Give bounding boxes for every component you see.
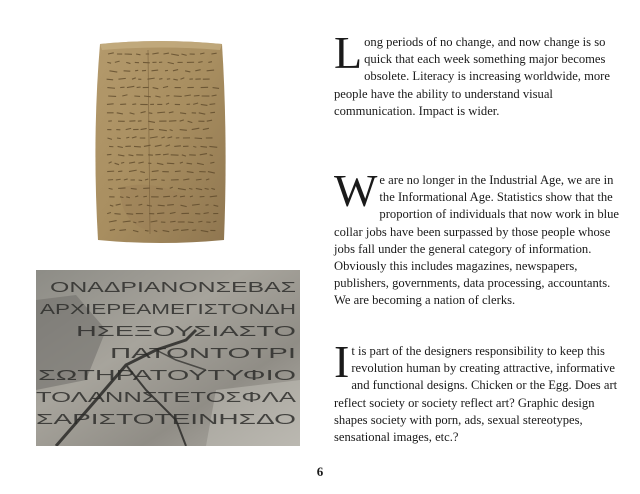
inscription-line: ΟΝΑΔΡΙΑΝΟΝΣΕΒΑΣ (50, 279, 296, 296)
cuneiform-wedge (198, 221, 202, 222)
cuneiform-wedge (195, 138, 202, 139)
inscription-line: ΠΑΤΟΝΤΟΤΡΙ (110, 345, 296, 362)
cuneiform-tablet-image (90, 38, 230, 246)
cuneiform-wedge (180, 196, 185, 197)
cuneiform-wedge (175, 171, 181, 172)
greek-inscription-image (36, 270, 300, 446)
dropcap-2: W (334, 165, 378, 216)
cuneiform-wedge (134, 146, 141, 147)
cuneiform-wedge (156, 188, 163, 189)
cuneiform-wedge (149, 113, 153, 114)
cuneiform-wedge (145, 230, 149, 231)
cuneiform-wedge (119, 230, 126, 231)
cuneiform-wedge (187, 163, 193, 164)
cuneiform-wedge (167, 205, 174, 206)
cuneiform-wedge (107, 79, 114, 80)
cuneiform-wedge (120, 197, 123, 198)
cuneiform-wedge (163, 154, 169, 155)
cuneiform-wedge (151, 179, 157, 180)
cuneiform-wedge (139, 180, 143, 181)
cuneiform-wedge (196, 179, 202, 180)
inscription-line: ΣΩΤΗΡΑΤΟΥΤΥΦΙΟ (38, 367, 296, 384)
cuneiform-wedge (174, 146, 181, 147)
cuneiform-wedge (117, 138, 121, 139)
inscription-line: ΑΡΧΙΕΡΕΑΜΕΓΙΣΤΟΝΔΗ (40, 301, 296, 318)
paragraph-3-text: t is part of the designers responsibility to keep this revolution human by creating attractive, informative and functional designs. Chicken or the Egg. Does art reflect society or society reflect art? Graphic design shapes society with porn, ads, sexual stereotypes, sensational images, etc.? (334, 344, 618, 445)
inscription-line: ΣΑΡΙΣΤΟΤΕΙΝΗΣΔΟ (36, 411, 296, 428)
cuneiform-wedge (188, 222, 194, 223)
paragraph-2 (334, 165, 620, 310)
cuneiform-wedge (135, 70, 138, 71)
cuneiform-wedge (180, 130, 187, 131)
page-number: 6 (316, 464, 324, 479)
cuneiform-wedge (170, 221, 175, 222)
dropcap-3: I (334, 336, 350, 387)
cuneiform-wedge (192, 230, 196, 231)
paragraph-1-text: ong periods of no change, and now change is so quick that each week something major becomes obsolete. Literacy is increasing worldwide, more people have the ability to understand visual communication. Impact is wider. (334, 35, 610, 118)
cuneiform-wedge (131, 188, 137, 189)
cuneiform-wedge (158, 205, 165, 206)
cuneiform-wedge (210, 104, 216, 105)
cuneiform-wedge (194, 95, 200, 96)
cuneiform-wedge (152, 70, 159, 71)
cuneiform-wedge (107, 104, 114, 105)
cuneiform-wedge (143, 196, 147, 197)
cuneiform-wedge (127, 214, 134, 215)
cuneiform-wedge (138, 221, 143, 222)
paragraph-2-text: e are no longer in the Industrial Age, we are in the Informational Age. Statistics show that the proportion of individuals that now work in blue collar jobs have been surpassed by those people whose jobs fall under the general category of information. Obviously this includes magazines, newspapers, publishers, governments, data processing, accountants. We are becoming a nation of clerks. (334, 173, 620, 308)
cuneiform-wedge (198, 62, 202, 63)
cuneiform-wedge (210, 155, 213, 156)
cuneiform-wedge (207, 70, 214, 71)
cuneiform-wedge (126, 137, 129, 138)
inscription-line: ΤΟΛΑΝΝΣΤΕΤΟΣΦΛΑ (36, 389, 296, 406)
cuneiform-wedge (157, 213, 164, 214)
cuneiform-wedge (107, 88, 115, 89)
cuneiform-wedge (208, 62, 212, 63)
cuneiform-wedge (116, 179, 121, 180)
dropcap-1: L (334, 27, 363, 78)
paragraph-1 (334, 27, 620, 120)
cuneiform-wedge (157, 112, 165, 113)
paragraph-3 (334, 336, 620, 446)
cuneiform-wedge (159, 79, 162, 80)
cuneiform-wedge (118, 171, 122, 172)
cuneiform-wedge (114, 214, 120, 215)
cuneiform-wedge (137, 87, 141, 88)
inscription-line: ΗΣΕΞΟΥΣΙΑΣΤΟ (76, 323, 296, 340)
